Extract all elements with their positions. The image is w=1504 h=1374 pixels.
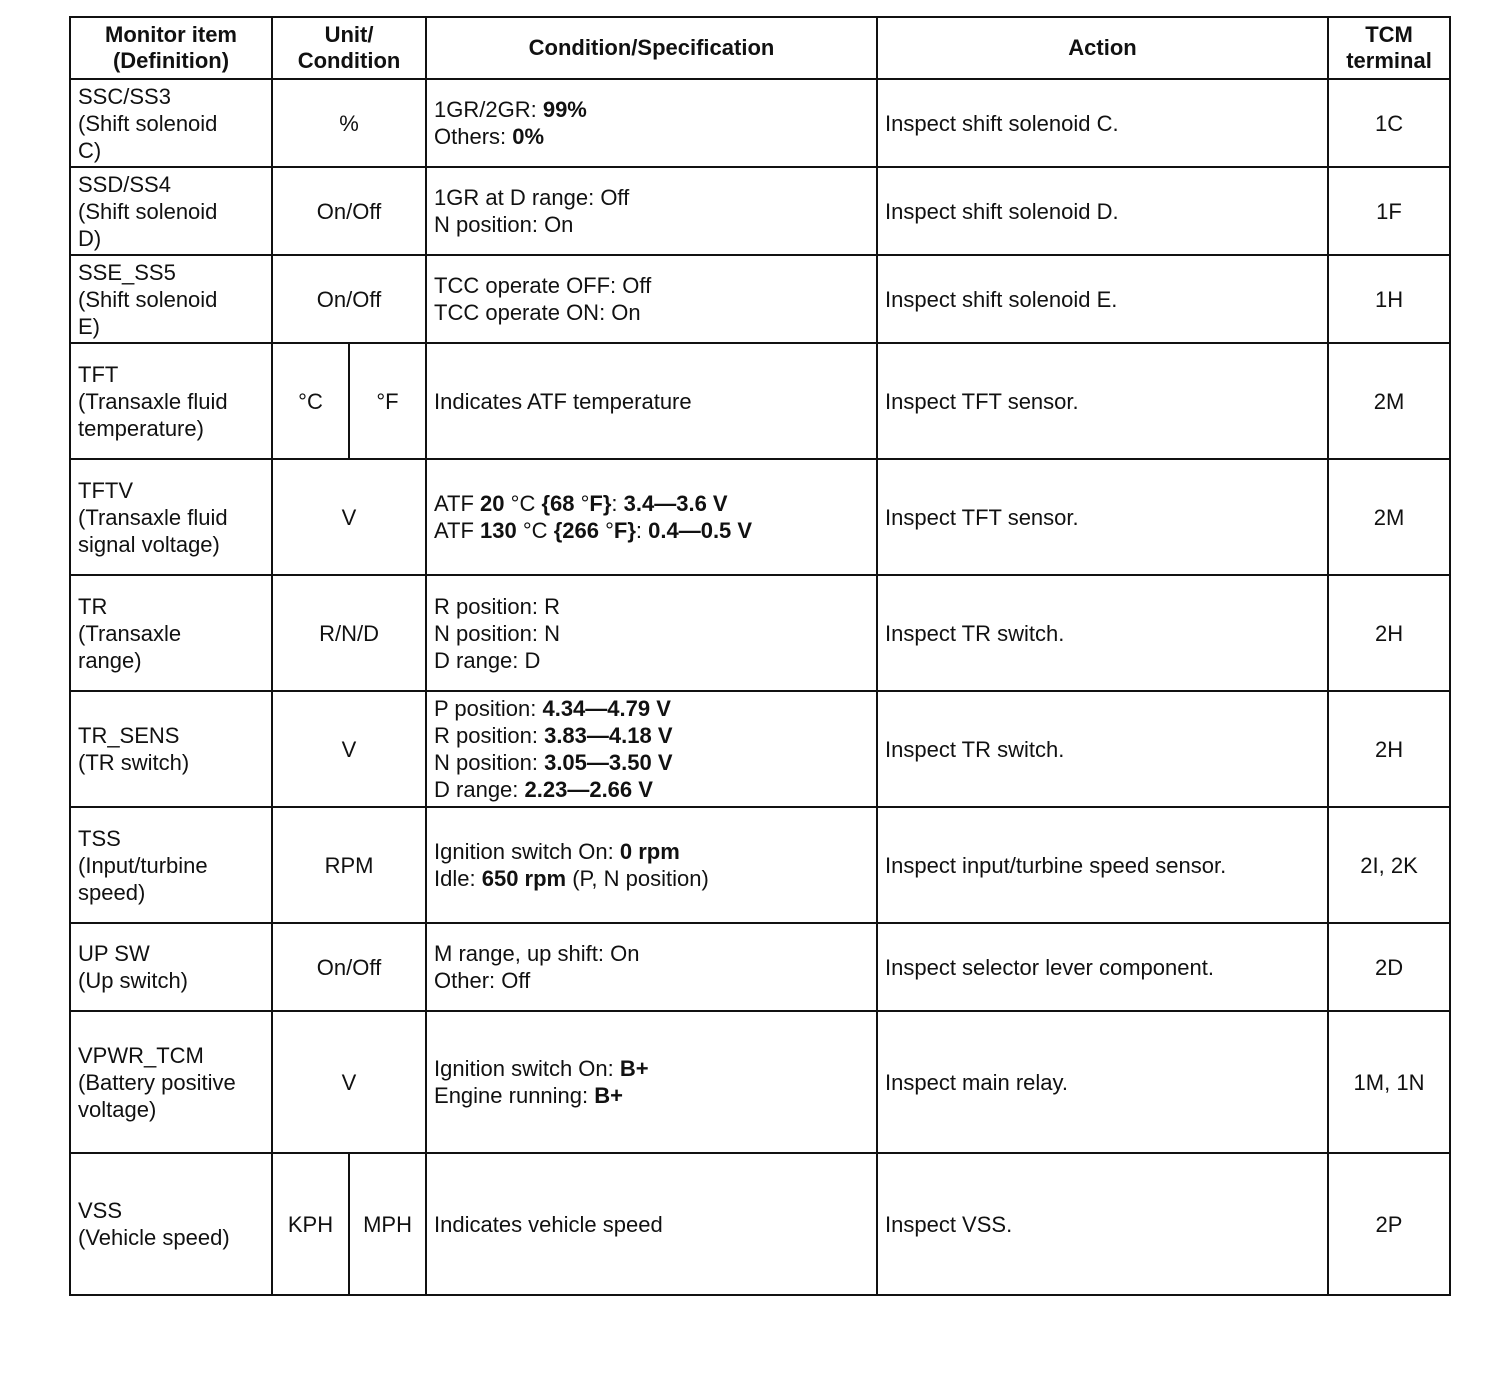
action-cell: Inspect shift solenoid D. (877, 167, 1328, 255)
condition-line (434, 272, 869, 299)
condition-cell (426, 459, 877, 575)
condition-text: Ignition switch On: (434, 1056, 620, 1081)
condition-text: B+ (594, 1083, 623, 1108)
condition-cell (426, 691, 877, 807)
condition-cell (426, 79, 877, 167)
table-row (70, 255, 1450, 343)
unit-cell: On/Off (272, 923, 426, 1011)
unit-cell: V (272, 691, 426, 807)
condition-line (434, 1211, 869, 1238)
condition-text: 3.83—4.18 V (544, 723, 673, 748)
action-cell: Inspect main relay. (877, 1011, 1328, 1153)
condition-cell (426, 575, 877, 691)
unit-cell: V (272, 1011, 426, 1153)
condition-text: Engine running: (434, 1083, 595, 1108)
unit-cell: V (272, 459, 426, 575)
table-row (70, 1153, 1450, 1295)
condition-line (434, 940, 869, 967)
monitor-item-cell: TSS (Input/turbine speed) (70, 807, 272, 923)
condition-text: D range: D (434, 647, 541, 673)
header-tcm-terminal: TCM terminal (1328, 17, 1450, 79)
table-row (70, 343, 1450, 459)
table-header-row (70, 17, 1450, 79)
condition-text: R position: R (434, 593, 560, 619)
condition-text: ATF (434, 491, 481, 516)
monitor-item-cell: VPWR_TCM (Battery positive voltage) (70, 1011, 272, 1153)
condition-line (434, 1082, 869, 1109)
table-row (70, 167, 1450, 255)
header-unit: Unit/ Condition (272, 17, 426, 79)
tcm-terminal-cell: 2M (1328, 459, 1450, 575)
condition-text: (P, N position) (566, 866, 709, 891)
condition-line (434, 620, 869, 647)
condition-text: TCC operate OFF: Off (434, 273, 652, 298)
condition-text: F} (613, 518, 636, 543)
condition-text: 0.4—0.5 V (648, 518, 753, 543)
condition-text: 2.23—2.66 V (524, 777, 653, 802)
monitor-item-cell: TR_SENS (TR switch) (70, 691, 272, 807)
condition-line (434, 749, 869, 776)
condition-line (434, 1055, 869, 1082)
action-cell: Inspect selector lever component. (877, 923, 1328, 1011)
unit-cell: MPH (349, 1153, 426, 1295)
tcm-terminal-cell: 1M, 1N (1328, 1011, 1450, 1153)
condition-cell (426, 167, 877, 255)
unit-cell: R/N/D (272, 575, 426, 691)
unit-cell: KPH (272, 1153, 349, 1295)
tcm-terminal-cell: 1F (1328, 167, 1450, 255)
condition-cell (426, 923, 877, 1011)
monitor-item-cell: TR (Transaxle range) (70, 575, 272, 691)
unit-cell: RPM (272, 807, 426, 923)
action-cell: Inspect TR switch. (877, 575, 1328, 691)
monitor-item-cell: UP SW (Up switch) (70, 923, 272, 1011)
action-cell: Inspect TFT sensor. (877, 459, 1328, 575)
condition-text: 0 rpm (619, 839, 680, 864)
action-cell: Inspect shift solenoid C. (877, 79, 1328, 167)
condition-text: °C (504, 491, 542, 516)
condition-line (434, 695, 869, 722)
table-row (70, 691, 1450, 807)
condition-line (434, 865, 869, 892)
table-row (70, 575, 1450, 691)
condition-text: Indicates vehicle speed (434, 1211, 663, 1237)
tcm-terminal-cell: 2H (1328, 575, 1450, 691)
condition-text: 1GR at D range: Off (434, 185, 630, 210)
header-condition: Condition/Specification (426, 17, 877, 79)
unit-cell: °C (272, 343, 349, 459)
monitor-item-cell: SSE_SS5 (Shift solenoid E) (70, 255, 272, 343)
monitor-spec-table (69, 16, 1451, 1296)
condition-line (434, 123, 869, 150)
table-row (70, 1011, 1450, 1153)
monitor-item-cell: TFTV (Transaxle fluid signal voltage) (70, 459, 272, 575)
condition-text: Ignition switch On: (434, 839, 620, 864)
condition-text: 650 rpm (481, 866, 567, 891)
condition-text: 1GR/2GR: (434, 97, 543, 122)
condition-line (434, 388, 869, 415)
condition-cell (426, 343, 877, 459)
condition-text: ° (574, 491, 590, 516)
table-row (70, 923, 1450, 1011)
condition-text: 4.34—4.79 V (542, 696, 671, 721)
tcm-terminal-cell: 2M (1328, 343, 1450, 459)
condition-text: {68 (541, 491, 575, 516)
condition-text: ATF (434, 518, 481, 543)
action-cell: Inspect shift solenoid E. (877, 255, 1328, 343)
condition-line (434, 647, 869, 674)
condition-line (434, 490, 869, 517)
condition-line (434, 517, 869, 544)
condition-line (434, 838, 869, 865)
monitor-item-cell: VSS (Vehicle speed) (70, 1153, 272, 1295)
table-row (70, 807, 1450, 923)
unit-cell: °F (349, 343, 426, 459)
condition-text: 130 (480, 518, 517, 543)
condition-line (434, 722, 869, 749)
condition-text: Idle: (434, 866, 482, 891)
condition-line (434, 184, 869, 211)
condition-text: : (635, 518, 649, 543)
action-cell: Inspect TR switch. (877, 691, 1328, 807)
condition-text: : (611, 491, 624, 516)
unit-cell: % (272, 79, 426, 167)
condition-text: D range: (434, 777, 525, 802)
unit-cell: On/Off (272, 167, 426, 255)
condition-text: Others: (434, 124, 513, 149)
table-body (70, 79, 1450, 1295)
header-monitor-item: Monitor item (Definition) (70, 17, 272, 79)
unit-cell: On/Off (272, 255, 426, 343)
condition-line (434, 593, 869, 620)
tcm-terminal-cell: 1C (1328, 79, 1450, 167)
condition-cell (426, 255, 877, 343)
condition-text: N position: (434, 750, 545, 775)
action-cell: Inspect input/turbine speed sensor. (877, 807, 1328, 923)
condition-text: 0% (512, 124, 545, 149)
monitor-item-cell: TFT (Transaxle fluid temperature) (70, 343, 272, 459)
condition-text: B+ (619, 1056, 649, 1081)
action-cell: Inspect VSS. (877, 1153, 1328, 1295)
action-cell: Inspect TFT sensor. (877, 343, 1328, 459)
condition-text: N position: On (434, 212, 574, 237)
header-action: Action (877, 17, 1328, 79)
condition-text: TCC operate ON: On (434, 300, 641, 325)
condition-text: Other: Off (434, 968, 531, 993)
tcm-terminal-cell: 2P (1328, 1153, 1450, 1295)
condition-cell (426, 807, 877, 923)
condition-text: 3.05—3.50 V (544, 750, 673, 775)
condition-line (434, 96, 869, 123)
table-row (70, 79, 1450, 167)
condition-text: F} (589, 491, 612, 516)
condition-text: °C (516, 518, 554, 543)
condition-text: P position: (434, 696, 543, 721)
table-row (70, 459, 1450, 575)
condition-cell (426, 1153, 877, 1295)
tcm-terminal-cell: 2D (1328, 923, 1450, 1011)
condition-text: M range, up shift: On (434, 941, 640, 966)
condition-text: N position: N (434, 620, 560, 646)
condition-text: 20 (480, 491, 505, 516)
condition-cell (426, 1011, 877, 1153)
condition-line (434, 967, 869, 994)
tcm-terminal-cell: 2I, 2K (1328, 807, 1450, 923)
condition-text: Indicates ATF temperature (434, 388, 692, 414)
condition-text: {266 (553, 518, 599, 543)
condition-line (434, 211, 869, 238)
tcm-terminal-cell: 2H (1328, 691, 1450, 807)
condition-text: 3.4—3.6 V (623, 491, 728, 516)
condition-line (434, 776, 869, 803)
tcm-terminal-cell: 1H (1328, 255, 1450, 343)
condition-line (434, 299, 869, 326)
condition-text: 99% (542, 97, 587, 122)
monitor-item-cell: SSC/SS3 (Shift solenoid C) (70, 79, 272, 167)
monitor-item-cell: SSD/SS4 (Shift solenoid D) (70, 167, 272, 255)
condition-text: ° (598, 518, 614, 543)
condition-text: R position: (434, 723, 545, 748)
